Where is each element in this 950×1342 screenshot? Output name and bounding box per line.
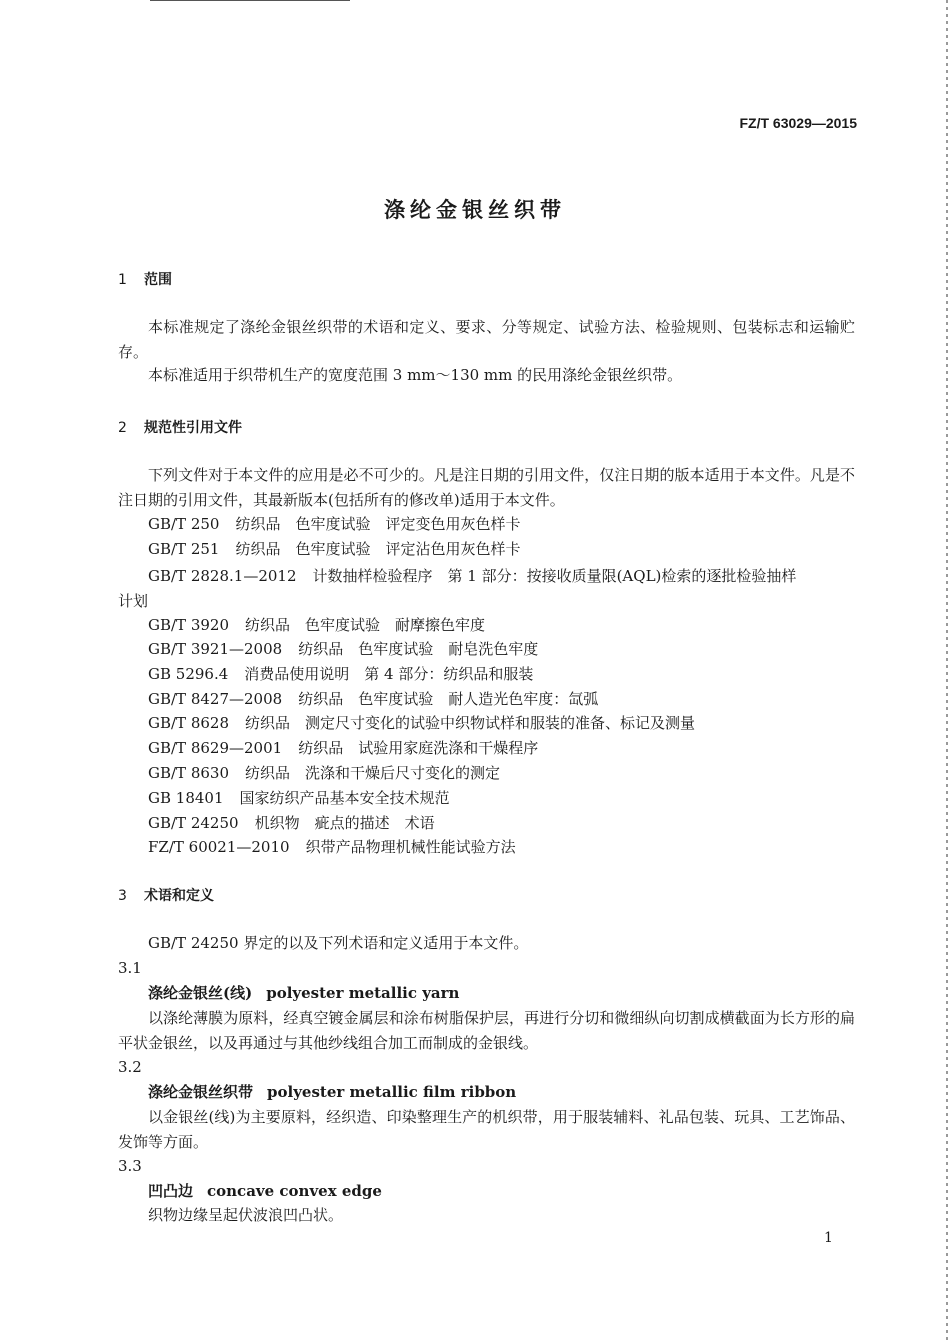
reference-item [148, 662, 533, 687]
reference-item [148, 687, 598, 712]
term-heading [148, 981, 459, 1006]
section-heading [118, 884, 214, 909]
section-title: 规范性引用文件 [144, 420, 242, 436]
section-number: 3 [118, 888, 127, 904]
term-zh: 涤纶金银丝(线) [148, 984, 253, 1002]
section-heading [118, 416, 242, 441]
reference-title: 纺织品 试验用家庭洗涤和干燥程序 [298, 739, 539, 757]
reference-title-continued: 计划 [118, 592, 149, 610]
reference-title: 纺织品 色牢度试验 耐人造光色牢度：氙弧 [298, 690, 599, 708]
reference-code: GB/T 3920 [148, 616, 230, 634]
reference-item [148, 786, 450, 811]
section-number: 1 [118, 272, 127, 288]
reference-code: GB/T 8427—2008 [148, 690, 283, 708]
term-definition: 以金银丝(线)为主要原料，经织造、印染整理生产的机织带，用于服装辅料、礼品包装、玩具、工艺饰品、发饰等方面。 [118, 1108, 855, 1151]
reference-title: 计数抽样检验程序 第 1 部分：按接收质量限(AQL)检索的逐批检验抽样 [312, 567, 797, 585]
paragraph: 本标准规定了涤纶金银丝织带的术语和定义、要求、分等规定、试验方法、检验规则、包装标志和运输贮存。 [118, 318, 855, 361]
reference-code: FZ/T 60021—2010 [148, 838, 290, 856]
reference-code: GB/T 251 [148, 540, 220, 558]
reference-title: 纺织品 色牢度试验 评定沾色用灰色样卡 [235, 540, 521, 558]
reference-item [148, 637, 538, 662]
term-definition: 以涤纶薄膜为原料，经真空镀金属层和涂布树脂保护层，再进行分切和微细纵向切割成横截面为长方形的扁平状金银丝，以及再通过与其他纱线组合加工而制成的金银线。 [118, 1009, 855, 1052]
reference-item [148, 811, 435, 836]
reference-title: 纺织品 色牢度试验 耐皂洗色牢度 [298, 640, 539, 658]
reference-item [148, 512, 520, 537]
reference-code: GB/T 8630 [148, 764, 230, 782]
term-number: 3.1 [118, 959, 142, 977]
reference-title: 消费品使用说明 第 4 部分：纺织品和服装 [244, 665, 534, 683]
document-title: 涤纶金银丝织带 [384, 198, 566, 222]
term-en: concave convex edge [207, 1182, 382, 1200]
reference-code: GB/T 250 [148, 515, 220, 533]
term-heading [148, 1179, 382, 1204]
reference-item [148, 835, 516, 860]
paragraph: GB/T 24250 界定的以及下列术语和定义适用于本文件。 [148, 934, 529, 952]
reference-title: 机织物 疵点的描述 术语 [254, 814, 435, 832]
paragraph: 下列文件对于本文件的应用是必不可少的。凡是注日期的引用文件，仅注日期的版本适用于本文件。凡是不注日期的引用文件，其最新版本(包括所有的修改单)适用于本文件。 [118, 466, 855, 509]
reference-code: GB/T 24250 [148, 814, 239, 832]
term-definition: 织物边缘呈起伏波浪凹凸状。 [148, 1206, 344, 1224]
reference-title: 纺织品 测定尺寸变化的试验中织物试样和服装的准备、标记及测量 [245, 714, 696, 732]
term-number: 3.3 [118, 1157, 142, 1175]
page-number: 1 [824, 1230, 833, 1246]
term-heading [148, 1080, 516, 1105]
reference-item [148, 761, 500, 786]
reference-item [148, 537, 520, 562]
section-number: 2 [118, 420, 127, 436]
reference-code: GB/T 3921—2008 [148, 640, 283, 658]
reference-title: 织带产品物理机械性能试验方法 [305, 838, 516, 856]
term-zh: 涤纶金银丝织带 [148, 1083, 254, 1101]
term-en: polyester metallic yarn [266, 984, 460, 1002]
section-title: 范围 [144, 272, 172, 288]
term-number: 3.2 [118, 1058, 142, 1076]
reference-title: 纺织品 洗涤和干燥后尺寸变化的测定 [245, 764, 501, 782]
reference-title: 纺织品 色牢度试验 评定变色用灰色样卡 [235, 515, 521, 533]
reference-item [148, 711, 695, 736]
reference-item [148, 736, 538, 761]
reference-title: 国家纺织产品基本安全技术规范 [239, 789, 450, 807]
section-heading [118, 268, 172, 293]
reference-item [148, 564, 796, 589]
term-en: polyester metallic film ribbon [267, 1083, 517, 1101]
reference-code: GB 5296.4 [148, 665, 229, 683]
reference-item [148, 613, 485, 638]
term-zh: 凹凸边 [148, 1182, 194, 1200]
section-title: 术语和定义 [144, 888, 214, 904]
reference-code: GB/T 2828.1—2012 [148, 567, 297, 585]
reference-code: GB/T 8629—2001 [148, 739, 283, 757]
paragraph: 本标准适用于织带机生产的宽度范围 3 mm～130 mm 的民用涤纶金银丝织带。 [148, 366, 683, 384]
reference-code: GB/T 8628 [148, 714, 230, 732]
reference-code: GB 18401 [148, 789, 224, 807]
reference-title: 纺织品 色牢度试验 耐摩擦色牢度 [245, 616, 486, 634]
standard-number: FZ/T 63029—2015 [739, 115, 857, 131]
scan-top-rule [150, 0, 350, 1]
